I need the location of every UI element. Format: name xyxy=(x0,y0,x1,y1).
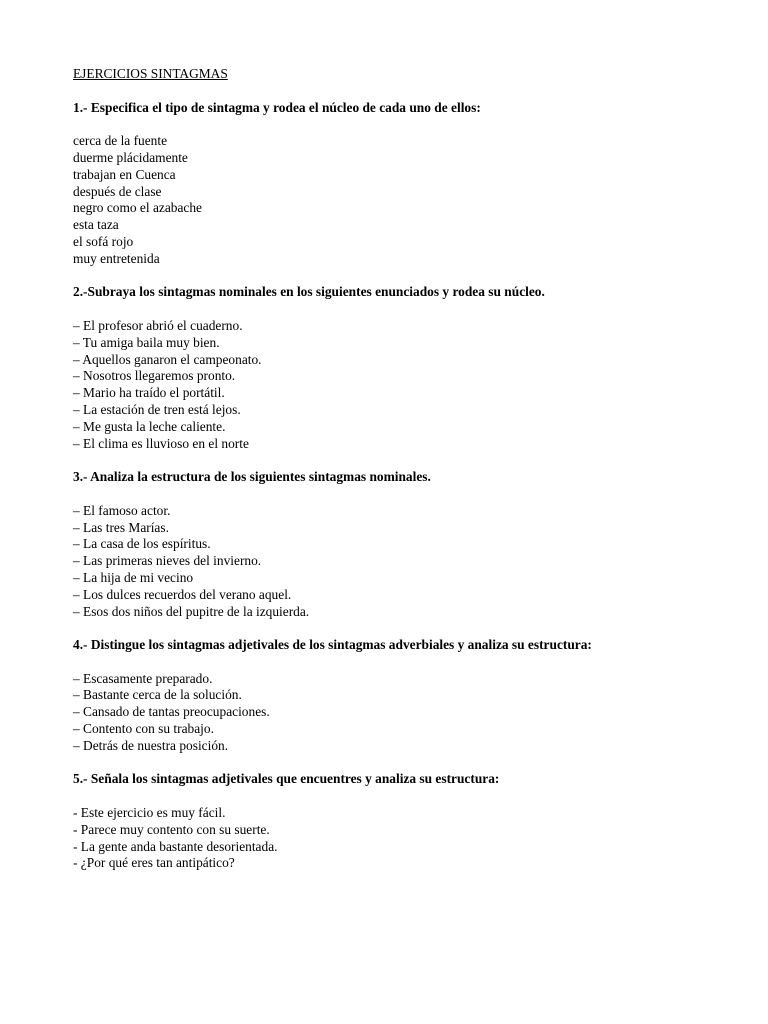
exercise-item: – Contento con su trabajo. xyxy=(73,721,214,737)
exercise-item: cerca de la fuente xyxy=(73,133,168,149)
exercise-heading-3: 3.- Analiza la estructura de los siguientes sintagmas nominales. xyxy=(73,469,431,485)
exercise-item: – Las tres Marías. xyxy=(73,519,169,535)
exercise-item: - La gente anda bastante desorientada. xyxy=(73,838,278,854)
exercise-item: – La estación de tren está lejos. xyxy=(73,401,241,417)
exercise-list-1 xyxy=(73,133,733,267)
exercise-item: - Parece muy contento con su suerte. xyxy=(73,821,270,837)
exercise-heading-5: 5.- Señala los sintagmas adjetivales que encuentres y analiza su estructura: xyxy=(73,771,500,787)
exercise-heading-4: 4.- Distingue los sintagmas adjetivales de los sintagmas adverbiales y analiza su estructura: xyxy=(73,637,592,653)
document-title: EJERCICIOS SINTAGMAS xyxy=(73,66,228,81)
exercise-section-1 xyxy=(73,100,733,268)
exercise-item: muy entretenida xyxy=(73,250,160,266)
exercise-item: – Nosotros llegaremos pronto. xyxy=(73,368,236,384)
exercise-item: - Este ejercicio es muy fácil. xyxy=(73,805,226,821)
exercise-heading-2: 2.-Subraya los sintagmas nominales en los siguientes enunciados y rodea su núcleo. xyxy=(73,284,545,300)
exercise-heading-1: 1.- Especifica el tipo de sintagma y rodea el núcleo de cada uno de ellos: xyxy=(73,99,481,115)
exercise-item: – Los dulces recuerdos del verano aquel. xyxy=(73,586,292,602)
exercise-section-5 xyxy=(73,771,733,872)
exercise-list-4 xyxy=(73,671,733,755)
exercise-item: después de clase xyxy=(73,183,162,199)
exercise-item: – El profesor abrió el cuaderno. xyxy=(73,317,243,333)
exercise-item: negro como el azabache xyxy=(73,200,202,216)
exercise-section-2 xyxy=(73,284,733,452)
exercise-list-2 xyxy=(73,318,733,452)
exercise-item: – El famoso actor. xyxy=(73,502,171,518)
exercise-item: – Las primeras nieves del invierno. xyxy=(73,553,262,569)
exercise-item: – Tu amiga baila muy bien. xyxy=(73,334,220,350)
exercise-item: – Aquellos ganaron el campeonato. xyxy=(73,351,262,367)
exercise-list-3 xyxy=(73,503,733,621)
exercise-section-4 xyxy=(73,637,733,755)
exercise-item: – La casa de los espíritus. xyxy=(73,536,211,552)
exercise-item: – Escasamente preparado. xyxy=(73,670,213,686)
exercise-item: – La hija de mi vecino xyxy=(73,569,194,585)
exercise-section-3 xyxy=(73,469,733,620)
exercise-item: – Cansado de tantas preocupaciones. xyxy=(73,704,270,720)
document-page xyxy=(73,66,733,889)
exercise-list-5 xyxy=(73,805,733,872)
exercise-item: - ¿Por qué eres tan antipático? xyxy=(73,855,235,871)
exercise-item: – Esos dos niños del pupitre de la izquierda. xyxy=(73,603,310,619)
exercise-item: – El clima es lluvioso en el norte xyxy=(73,435,249,451)
exercise-item: – Detrás de nuestra posición. xyxy=(73,737,229,753)
exercise-item: – Mario ha traído el portátil. xyxy=(73,385,225,401)
exercise-item: trabajan en Cuenca xyxy=(73,166,176,182)
exercise-item: esta taza xyxy=(73,217,119,233)
exercise-item: – Bastante cerca de la solución. xyxy=(73,687,242,703)
exercise-item: – Me gusta la leche caliente. xyxy=(73,418,226,434)
exercise-item: el sofá rojo xyxy=(73,233,134,249)
exercise-item: duerme plácidamente xyxy=(73,149,188,165)
